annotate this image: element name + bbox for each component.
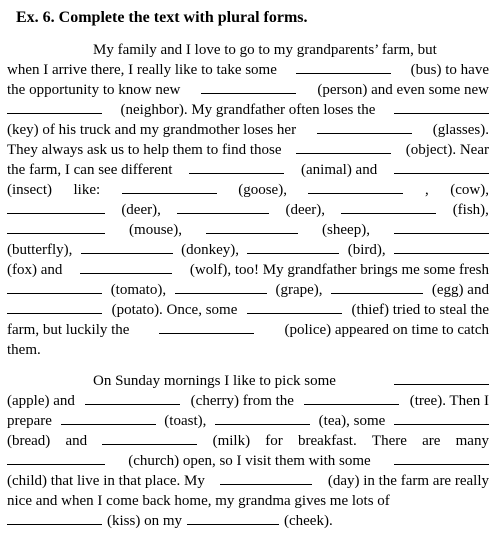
text-segment: (mouse), xyxy=(129,222,182,238)
text-segment: (animal) and xyxy=(301,162,378,178)
text-segment: (donkey), xyxy=(181,242,240,258)
text-segment: (child) that live in that place. My xyxy=(7,473,205,489)
answer-blank[interactable] xyxy=(7,221,105,234)
p1-line-15 xyxy=(7,320,489,340)
text-segment: (insect) xyxy=(7,182,52,198)
p1-line-9 xyxy=(7,200,489,220)
p1-line-5 xyxy=(7,120,489,140)
answer-blank[interactable] xyxy=(215,412,310,425)
text-segment: are xyxy=(422,433,441,449)
answer-blank[interactable] xyxy=(159,321,254,334)
text-segment: (cow), xyxy=(450,182,489,198)
text-segment: (police) appeared on time to catch xyxy=(284,322,489,338)
p1-line-14 xyxy=(7,300,489,320)
answer-blank[interactable] xyxy=(177,201,269,214)
answer-blank[interactable] xyxy=(175,281,267,294)
text-segment: like: xyxy=(73,182,101,198)
text-segment: many xyxy=(455,433,489,449)
answer-blank[interactable] xyxy=(85,392,180,405)
text-segment: (wolf), too! My grandfather brings me some fresh xyxy=(189,262,489,278)
answer-blank[interactable] xyxy=(247,241,339,254)
exercise-title: Ex. 6. Complete the text with plural forms. xyxy=(16,9,308,26)
text-segment: (grape), xyxy=(275,282,323,298)
answer-blank[interactable] xyxy=(7,201,105,214)
answer-blank[interactable] xyxy=(187,512,279,525)
text-segment: prepare xyxy=(7,413,52,429)
answer-blank[interactable] xyxy=(81,241,173,254)
text-segment: (thief) tried to steal the xyxy=(351,302,489,318)
text-segment: (kiss) on my xyxy=(107,513,182,529)
p2-line-4 xyxy=(7,431,489,451)
p1-line-4 xyxy=(7,100,489,120)
text-segment: (tomato), xyxy=(110,282,167,298)
text-segment: (glasses). xyxy=(432,122,489,138)
text-segment: My family and I love to go to my grandparents’ farm, but xyxy=(93,42,437,58)
text-segment: (sheep), xyxy=(322,222,370,238)
answer-blank[interactable] xyxy=(317,121,412,134)
answer-blank[interactable] xyxy=(7,301,102,314)
p1-line-3 xyxy=(7,80,489,100)
p2-line-6 xyxy=(7,471,489,491)
answer-blank[interactable] xyxy=(61,412,156,425)
text-segment: (bus) to have xyxy=(410,62,489,78)
text-segment: (bread) xyxy=(7,433,51,449)
text-segment: (toast), xyxy=(164,413,207,429)
p1-line-12 xyxy=(7,260,489,280)
answer-blank[interactable] xyxy=(331,281,423,294)
answer-blank[interactable] xyxy=(308,181,403,194)
text-segment: (bird), xyxy=(347,242,386,258)
text-segment: the farm, I can see different xyxy=(7,162,173,178)
text-segment: There xyxy=(371,433,407,449)
text-segment: (tree). Then I xyxy=(409,393,489,409)
answer-blank[interactable] xyxy=(394,161,489,174)
answer-blank[interactable] xyxy=(122,181,217,194)
text-segment: (potato). Once, some xyxy=(111,302,238,318)
p1-line-8 xyxy=(7,180,489,200)
text-segment: (object). Near xyxy=(405,142,489,158)
answer-blank[interactable] xyxy=(201,81,296,94)
text-segment: , xyxy=(424,182,429,198)
p1-line-10 xyxy=(7,220,489,240)
text-segment: (day) in the farm are really xyxy=(327,473,489,489)
p1-line-6 xyxy=(7,140,489,160)
answer-blank[interactable] xyxy=(304,392,399,405)
text-segment: (cheek). xyxy=(284,513,333,529)
answer-blank[interactable] xyxy=(394,101,489,114)
answer-blank[interactable] xyxy=(220,472,312,485)
p1-line-7 xyxy=(7,160,489,180)
p1-line-13 xyxy=(7,280,489,300)
text-segment: (milk) xyxy=(212,433,251,449)
answer-blank[interactable] xyxy=(7,512,102,525)
answer-blank[interactable] xyxy=(7,101,102,114)
answer-blank[interactable] xyxy=(206,221,298,234)
p2-line-3 xyxy=(7,411,489,431)
text-segment: (person) and even some new xyxy=(317,82,489,98)
answer-blank[interactable] xyxy=(7,281,102,294)
p1-line-11 xyxy=(7,240,489,260)
text-segment: (tea), some xyxy=(318,413,386,429)
p1-line-16 xyxy=(7,340,489,360)
text-segment: On Sunday mornings I like to pick some xyxy=(93,373,336,389)
p2-line-5 xyxy=(7,451,489,471)
text-segment: the opportunity to know new xyxy=(7,82,181,98)
text-segment: They always ask us to help them to find those xyxy=(7,142,282,158)
text-segment: (cherry) from the xyxy=(190,393,294,409)
text-segment: farm, but luckily the xyxy=(7,322,130,338)
text-segment: (fish), xyxy=(452,202,489,218)
answer-blank[interactable] xyxy=(394,241,489,254)
answer-blank[interactable] xyxy=(394,221,489,234)
answer-blank[interactable] xyxy=(247,301,342,314)
p1-line-2 xyxy=(7,60,489,80)
answer-blank[interactable] xyxy=(102,432,197,445)
text-segment: (deer), xyxy=(285,202,326,218)
text-segment: (fox) and xyxy=(7,262,63,278)
answer-blank[interactable] xyxy=(394,412,489,425)
text-segment: (egg) and xyxy=(431,282,489,298)
answer-blank[interactable] xyxy=(7,452,105,465)
text-segment: for xyxy=(265,433,283,449)
text-segment: when I arrive there, I really like to take some xyxy=(7,62,277,78)
answer-blank[interactable] xyxy=(341,201,436,214)
answer-blank[interactable] xyxy=(394,452,489,465)
answer-blank[interactable] xyxy=(394,372,489,385)
p1-line-1 xyxy=(93,40,489,60)
p2-line-7 xyxy=(7,491,489,511)
text-segment: (apple) and xyxy=(7,393,75,409)
p2-line-8 xyxy=(7,511,489,531)
text-segment: (church) open, so I visit them with some xyxy=(128,453,371,469)
p2-line-2 xyxy=(7,391,489,411)
answer-blank[interactable] xyxy=(296,141,391,154)
text-segment: (goose), xyxy=(238,182,287,198)
text-segment: them. xyxy=(7,342,41,358)
p2-line-1 xyxy=(93,371,489,391)
text-segment: nice and when I come back home, my grandma gives me lots of xyxy=(7,493,390,509)
answer-blank[interactable] xyxy=(80,261,172,274)
text-segment: (butterfly), xyxy=(7,242,73,258)
text-segment: (key) of his truck and my grandmother loses her xyxy=(7,122,297,138)
text-segment: and xyxy=(65,433,88,449)
text-segment: (deer), xyxy=(121,202,161,218)
text-segment: (neighbor). My grandfather often loses the xyxy=(120,102,376,118)
answer-blank[interactable] xyxy=(296,61,391,74)
answer-blank[interactable] xyxy=(189,161,284,174)
text-segment: breakfast. xyxy=(298,433,357,449)
